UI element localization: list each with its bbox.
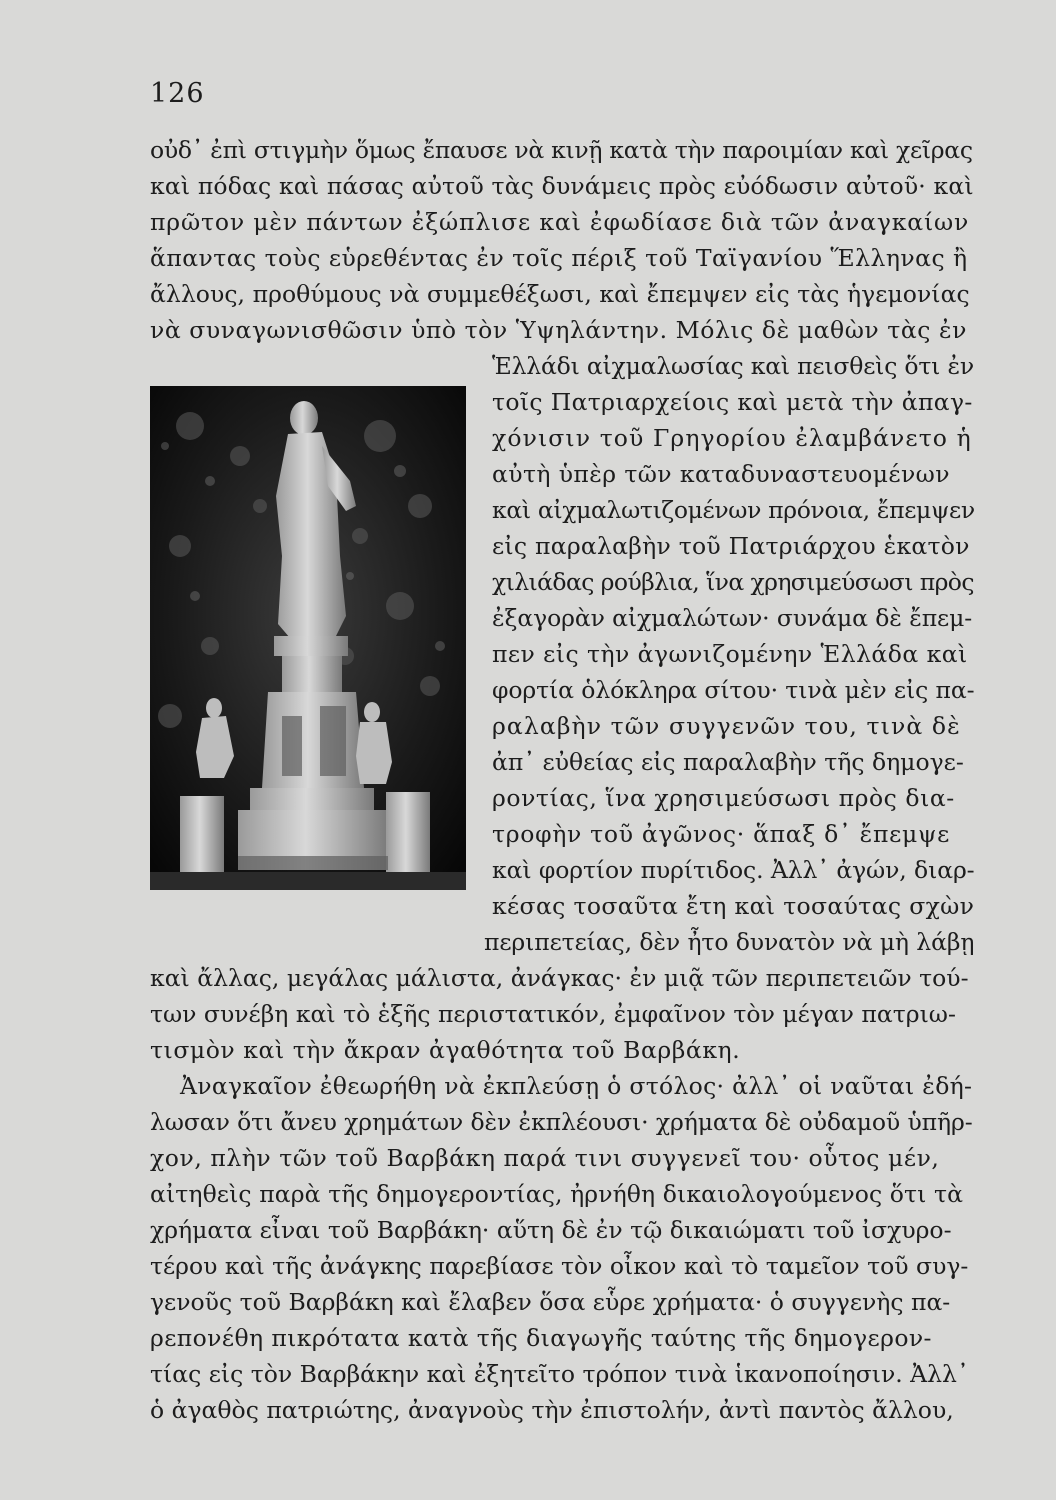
text-line: χιλιάδας ρούβλια, ἵνα χρησιμεύσωσι πρὸς (492, 568, 974, 596)
statue-illustration (150, 386, 466, 890)
text-line: οὐδ᾽ ἐπὶ στιγμὴν ὅμως ἔπαυσε νὰ κινῇ κατὰ τὴν παροιμίαν καὶ χεῖρας (150, 136, 973, 164)
statue-photograph (150, 386, 466, 890)
text-line: φορτία ὁλόκληρα σίτου· τινὰ μὲν εἰς πα- (492, 676, 975, 704)
text-line: κέσας τοσαῦτα ἔτη καὶ τοσαύτας σχὼν (492, 892, 975, 920)
text-line: τισμὸν καὶ τὴν ἄκραν ἀγαθότητα τοῦ Βαρβάκη. (150, 1036, 741, 1064)
text-line: ἐξαγορὰν αἰχμαλώτων· συνάμα δὲ ἔπεμ- (492, 604, 973, 632)
text-line: τοῖς Πατριαρχείοις καὶ μετὰ τὴν ἀπαγ- (492, 388, 973, 416)
text-line: καὶ αἰχμαλωτιζομένων πρόνοια, ἔπεμψεν (492, 496, 975, 524)
text-line: καὶ φορτίον πυρίτιδος. Ἀλλ᾽ ἀγών, διαρ- (492, 856, 975, 884)
text-line: τίας εἰς τὸν Βαρβάκην καὶ ἐξητεῖτο τρόπον τινὰ ἱκανοποίησιν. Ἀλλ᾽ (150, 1360, 969, 1388)
text-line: εἰς παραλαβὴν τοῦ Πατριάρχου ἑκατὸν (492, 532, 970, 560)
text-line: χρήματα εἶναι τοῦ Βαρβάκη· αὕτη δὲ ἐν τῷ δικαιώματι τοῦ ἰσχυρο- (150, 1216, 952, 1244)
text-line: ὁ ἀγαθὸς πατριώτης, ἀναγνοὺς τὴν ἐπιστολήν, ἀντὶ παντὸς ἄλλου, (150, 1396, 954, 1424)
text-line: νὰ συναγωνισθῶσιν ὑπὸ τὸν Ὑψηλάντην. Μόλις δὲ μαθὼν τὰς ἐν (150, 316, 967, 344)
text-line: γενοῦς τοῦ Βαρβάκη καὶ ἔλαβεν ὅσα εὗρε χρήματα· ὁ συγγενὴς πα- (150, 1288, 951, 1316)
page-number: 126 (150, 78, 205, 109)
text-line: ροντίας, ἵνα χρησιμεύσωσι πρὸς δια- (492, 784, 955, 812)
text-line: περιπετείας, δὲν ἦτο δυνατὸν νὰ μὴ λάβῃ (484, 928, 975, 956)
text-line: καὶ ἄλλας, μεγάλας μάλιστα, ἀνάγκας· ἐν μιᾷ τῶν περιπετειῶν τού- (150, 964, 969, 992)
text-line: αἰτηθεὶς παρὰ τῆς δημογεροντίας, ἠρνήθη δικαιολογούμενος ὅτι τὰ (150, 1180, 964, 1208)
text-line: ἄλλους, προθύμους νὰ συμμεθέξωσι, καὶ ἔπεμψεν εἰς τὰς ἡγεμονίας (150, 280, 970, 308)
text-line: πρῶτον μὲν πάντων ἐξώπλισε καὶ ἐφωδίασε διὰ τῶν ἀναγκαίων (150, 208, 970, 236)
text-line: τέρου καὶ τῆς ἀνάγκης παρεβίασε τὸν οἶκον καὶ τὸ ταμεῖον τοῦ συγ- (150, 1252, 969, 1280)
text-line: ραλαβὴν τῶν συγγενῶν του, τινὰ δὲ (492, 712, 961, 740)
text-line: καὶ πόδας καὶ πάσας αὐτοῦ τὰς δυνάμεις πρὸς εὐόδωσιν αὐτοῦ· καὶ (150, 172, 974, 200)
text-line: των συνέβη καὶ τὸ ἑξῆς περιστατικόν, ἐμφαῖνον τὸν μέγαν πατριω- (150, 1000, 956, 1028)
text-line: τροφὴν τοῦ ἀγῶνος· ἅπαξ δ᾽ ἔπεμψε (492, 820, 950, 848)
text-line: χόνισιν τοῦ Γρηγορίου ἐλαμβάνετο ἡ (492, 424, 972, 452)
text-line: αὐτὴ ὑπὲρ τῶν καταδυναστευομένων (492, 460, 950, 488)
text-line: ἀπ᾽ εὐθείας εἰς παραλαβὴν τῆς δημογε- (492, 748, 964, 776)
text-line: ἅπαντας τοὺς εὑρεθέντας ἐν τοῖς πέριξ τοῦ Ταϊγανίου Ἕλληνας ἢ (150, 244, 968, 272)
text-line: Ἀναγκαῖον ἐθεωρήθη νὰ ἐκπλεύσῃ ὁ στόλος· ἀλλ᾽ οἱ ναῦται ἐδή- (180, 1072, 973, 1100)
text-line: πεν εἰς τὴν ἀγωνιζομένην Ἑλλάδα καὶ (492, 640, 968, 668)
text-line: ρεπονέθη πικρότατα κατὰ τῆς διαγωγῆς ταύτης τῆς δημογερον- (150, 1324, 932, 1352)
text-line: λωσαν ὅτι ἄνευ χρημάτων δὲν ἐκπλέουσι· χρήματα δὲ οὐδαμοῦ ὑπῆρ- (150, 1108, 973, 1136)
text-line: Ἑλλάδι αἰχμαλωσίας καὶ πεισθεὶς ὅτι ἐν (492, 352, 974, 380)
text-line: χον, πλὴν τῶν τοῦ Βαρβάκη παρά τινι συγγενεῖ του· οὗτος μέν, (150, 1144, 940, 1172)
